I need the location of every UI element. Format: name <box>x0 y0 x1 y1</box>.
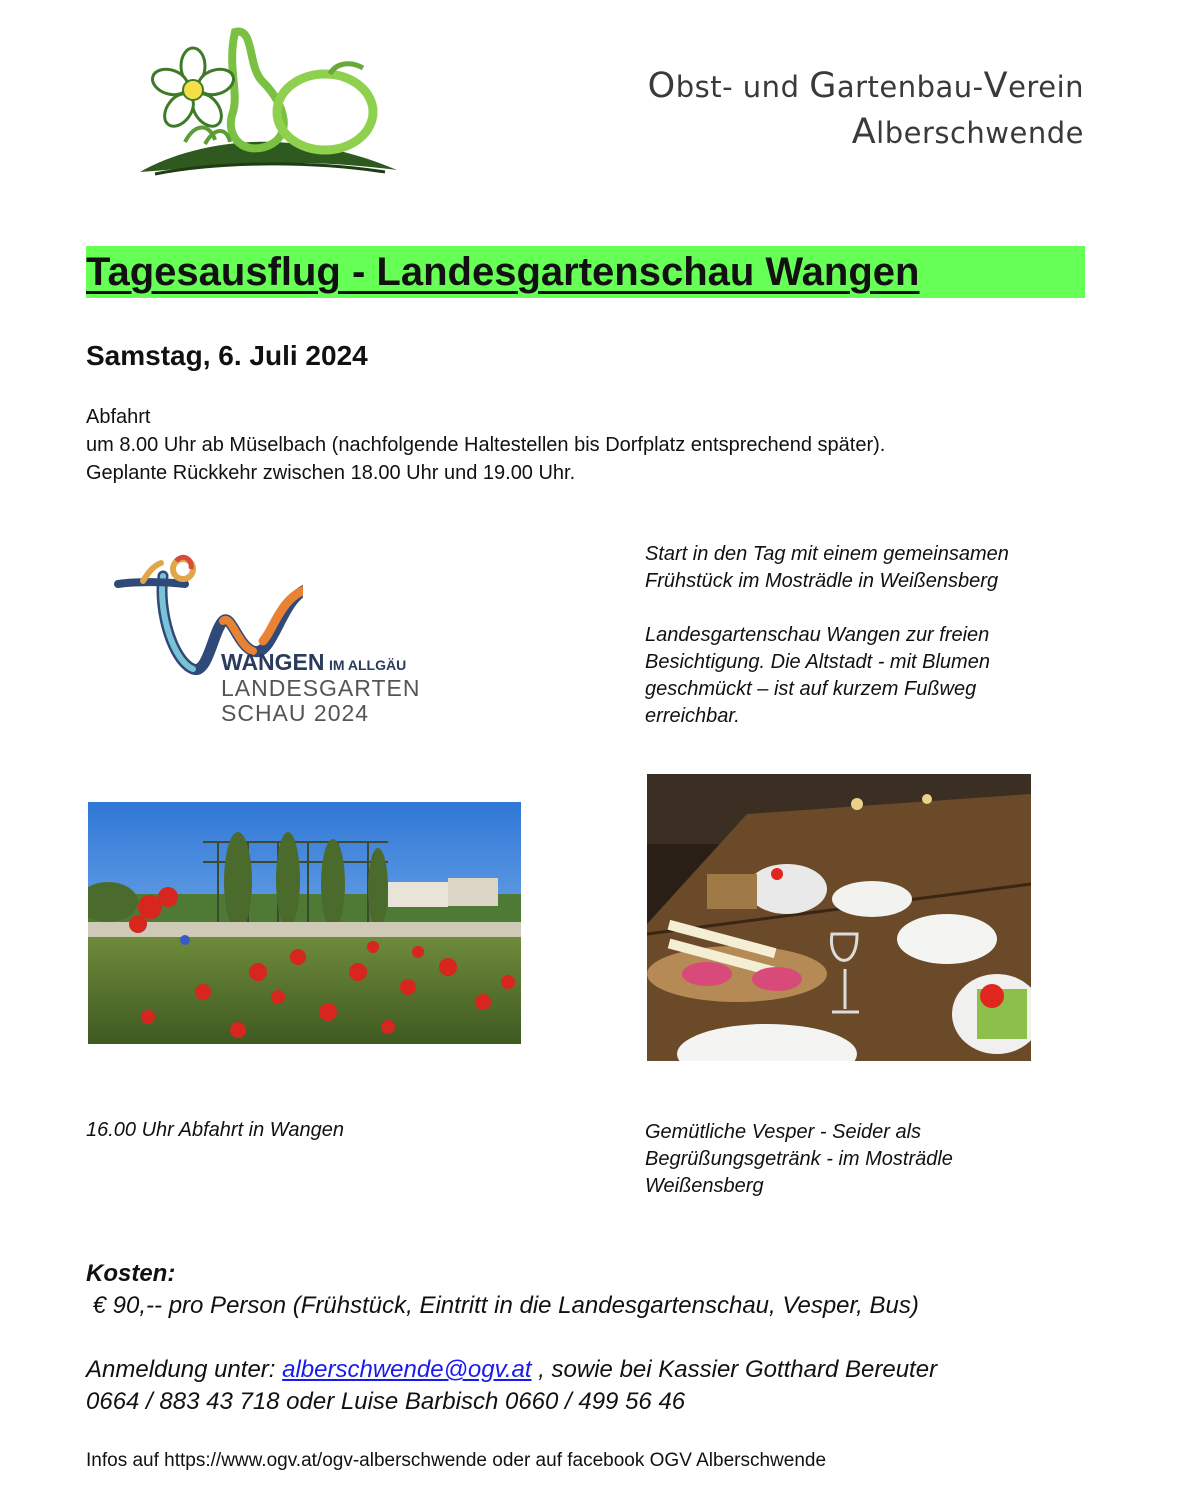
ogv-logo <box>135 12 405 187</box>
caption-vesper-line: Begrüßungsgetränk - im Mosträdle <box>645 1148 953 1170</box>
intro-line: geschmückt – ist auf kurzem Fußweg <box>645 678 977 700</box>
intro-line: Start in den Tag mit einem gemeinsamen <box>645 543 1009 565</box>
departure-label: Abfahrt <box>86 406 151 428</box>
costs-section <box>86 1258 919 1322</box>
departure-info <box>86 403 885 487</box>
registration-suffix: , sowie bei Kassier Gotthard Bereuter <box>531 1356 938 1383</box>
page-title-text: Tagesausflug - Landesgartenschau Wangen <box>86 250 920 294</box>
caption-vesper <box>645 1119 1065 1200</box>
org-text-verein: erein <box>1008 70 1084 104</box>
intro-line: Landesgartenschau Wangen zur freien <box>645 624 990 646</box>
organization-name <box>648 64 1084 156</box>
org-initial-a: A <box>851 112 877 152</box>
intro-line: erreichbar. <box>645 705 740 727</box>
intro-line: Frühstück im Mosträdle in Weißensberg <box>645 570 999 592</box>
org-initial-g: G <box>809 66 837 106</box>
org-text-gartenbau: artenbau- <box>836 70 984 104</box>
caption-vesper-line: Gemütliche Vesper - Seider als <box>645 1121 922 1143</box>
departure-time: um 8.00 Uhr ab Müselbach (nachfolgende Haltestellen bis Dorfplatz entsprechend später). <box>86 434 886 456</box>
return-time: Geplante Rückkehr zwischen 18.00 Uhr und 19.00 Uhr. <box>86 462 576 484</box>
intro-text <box>645 541 1105 730</box>
registration-phone: 0664 / 883 43 718 oder Luise Barbisch 0660 / 499 56 46 <box>86 1388 686 1415</box>
wangen-logo-big: WANGEN <box>221 649 325 675</box>
wangen-logo-small: IM ALLGÄU <box>328 657 407 673</box>
org-text-alberschwende: lberschwende <box>876 116 1084 150</box>
wangen-logo-line3: SCHAU 2024 <box>221 700 370 726</box>
caption-departure-wangen: 16.00 Uhr Abfahrt in Wangen <box>86 1119 344 1141</box>
wangen-logo-title <box>221 649 406 676</box>
vesper-food-photo <box>647 774 1031 1061</box>
costs-label: Kosten: <box>86 1260 176 1287</box>
wangen-logo-line2: LANDESGARTEN <box>221 675 421 701</box>
registration-email-link[interactable]: alberschwende@ogv.at <box>282 1356 532 1383</box>
org-initial-o: O <box>647 66 676 106</box>
poppy-field-photo <box>88 802 521 1044</box>
caption-vesper-line: Weißensberg <box>645 1175 764 1197</box>
intro-line: Besichtigung. Die Altstadt - mit Blumen <box>645 651 990 673</box>
org-text-obst: bst- und <box>675 70 810 104</box>
org-initial-v: V <box>983 66 1009 106</box>
infos-footer: Infos auf https://www.ogv.at/ogv-alberschwende oder auf facebook OGV Alberschwende <box>86 1450 827 1471</box>
costs-text: € 90,-- pro Person (Frühstück, Eintritt in die Landesgartenschau, Vesper, Bus) <box>86 1292 919 1319</box>
registration-section <box>86 1354 1096 1418</box>
wangen-logo <box>88 537 502 772</box>
event-date: Samstag, 6. Juli 2024 <box>86 340 368 371</box>
registration-prefix: Anmeldung unter: <box>86 1356 283 1383</box>
page-title <box>86 246 1085 298</box>
